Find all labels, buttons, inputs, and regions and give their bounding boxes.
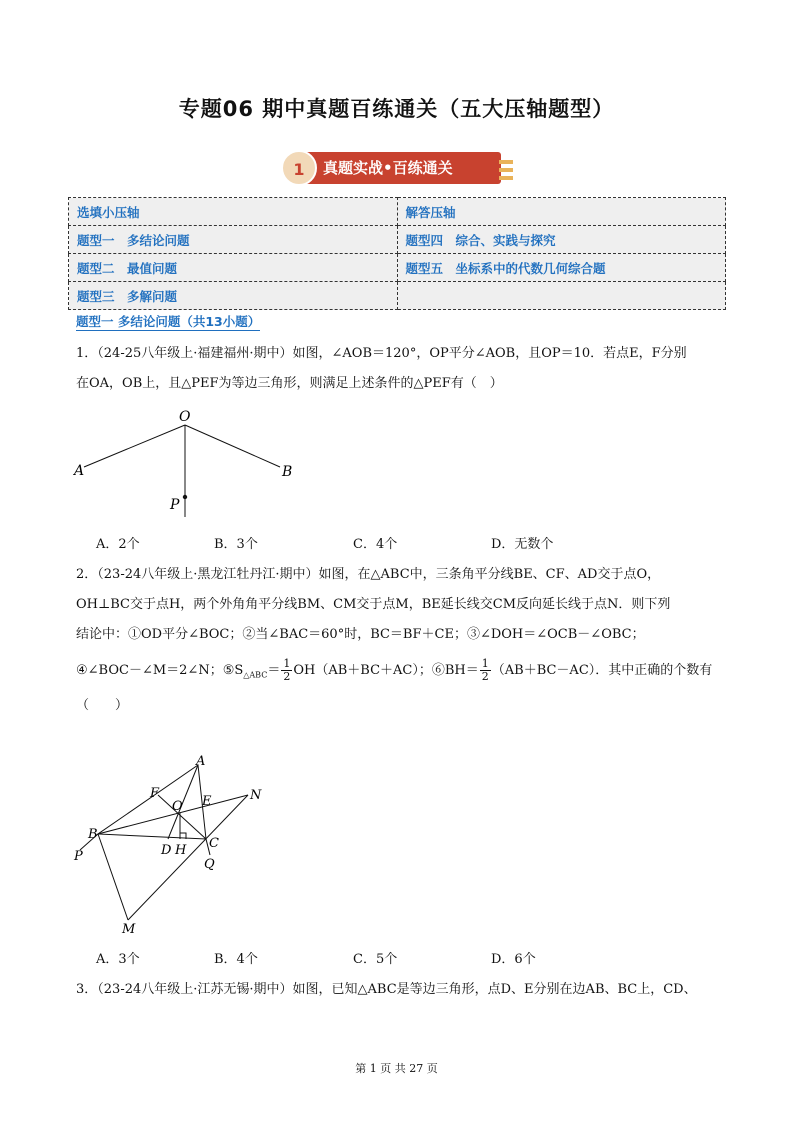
label-e: E [202,794,212,809]
q1-figure [70,405,310,517]
q1-option-d[interactable]: D．无数个 [491,537,554,552]
line-bm [98,834,128,920]
section-banner [281,150,513,188]
q2-line5: （ ） [76,698,129,713]
label-f: F [150,786,160,801]
label-m: M [122,922,136,937]
label-o: O [172,799,183,814]
q1-line1: 1．（24-25八年级上·福建福州·期中）如图，∠AOB＝120°，OP平分∠AOB，且OP＝10．若点E，F分别 [76,346,687,361]
label-b: B [88,827,98,842]
q2-line4b: ＝ [267,663,281,678]
page-footer: 第 1 页 共 27 页 [355,1062,438,1075]
q2-line4c: OH（AB＋BC＋AC）；⑥BH＝ [293,663,479,678]
toc-row [69,198,726,226]
q2-line2: OH⊥BC交于点H，两个外角角平分线BM、CM交于点M，BE延长线交CM反向延长线于点N．则下列 [76,597,671,612]
banner-label: 真题实战•百练通关 [297,152,501,184]
q2-line4 [76,657,726,690]
label-n: N [250,788,262,803]
label-p: P [74,849,83,864]
label-a: A [196,755,206,769]
q2-option-c[interactable]: C．5个 [353,952,398,967]
q1-line2: 在OA，OB上，且△PEF为等边三角形，则满足上述条件的△PEF有（ ） [76,376,503,391]
ray-oa [84,425,185,467]
q2-option-b[interactable]: B．4个 [214,952,258,967]
triangle-abc [98,765,206,839]
label-b: B [282,464,293,480]
q2-line1: 2．（23-24八年级上·黑龙江牡丹江·期中）如图，在△ABC中，三条角平分线BE、CF、AD交于点O， [76,567,661,582]
toc-cell[interactable]: 题型四 综合、实践与探究 [397,226,726,254]
label-a: A [74,463,85,479]
q1-option-a[interactable]: A．2个 [96,537,140,552]
toc-cell[interactable]: 题型一 多结论问题 [69,226,398,254]
q1-option-c[interactable]: C．4个 [353,537,398,552]
label-q: Q [204,857,215,872]
q2-figure [70,755,270,937]
toc-cell[interactable]: 题型三 多解问题 [69,282,398,310]
fraction-half: $\frac{1}{2}$ [481,657,489,683]
q2-line4-subscript: △ABC [243,670,268,680]
toc-cell[interactable]: 解答压轴 [397,198,726,226]
fraction-half: $\frac{1}{2}$ [283,657,291,683]
q2-line4a: ④∠BOC－∠M＝2∠N；⑤S [76,663,244,678]
q3-line1: 3．（23-24八年级上·江苏无锡·期中）如图，已知△ABC是等边三角形，点D、E分别在边AB、BC上，CD、 [76,982,697,997]
q2-option-d[interactable]: D．6个 [491,952,536,967]
page-title: 专题06 期中真题百练通关（五大压轴题型） [178,97,615,121]
q1-option-b[interactable]: B．3个 [214,537,258,552]
toc-cell [397,282,726,310]
q2-line4d: （AB＋BC－AC）．其中正确的个数有 [491,663,713,678]
line-nm [128,795,248,920]
section-heading[interactable]: 题型一 多结论问题（共13小题） [76,314,261,329]
q2-option-a[interactable]: A．3个 [96,952,140,967]
label-c: C [209,836,219,851]
banner-stripes [499,160,513,184]
label-p: P [170,497,180,513]
toc-cell[interactable]: 题型二 最值问题 [69,254,398,282]
ray-ob [185,425,280,467]
toc-cell[interactable]: 题型五 坐标系中的代数几何综合题 [397,254,726,282]
label-o: O [179,409,191,425]
point-p [183,495,187,499]
toc-cell[interactable]: 选填小压轴 [69,198,398,226]
banner-number: 1 [281,150,317,186]
label-d: D [161,843,172,858]
toc-row [69,282,726,310]
q2-line3: 结论中：①OD平分∠BOC；②当∠BAC＝60°时，BC＝BF＋CE；③∠DOH＝∠OCB－∠OBC； [76,627,645,642]
toc-table [68,197,726,310]
toc-row [69,226,726,254]
toc-row [69,254,726,282]
label-h: H [175,843,187,858]
